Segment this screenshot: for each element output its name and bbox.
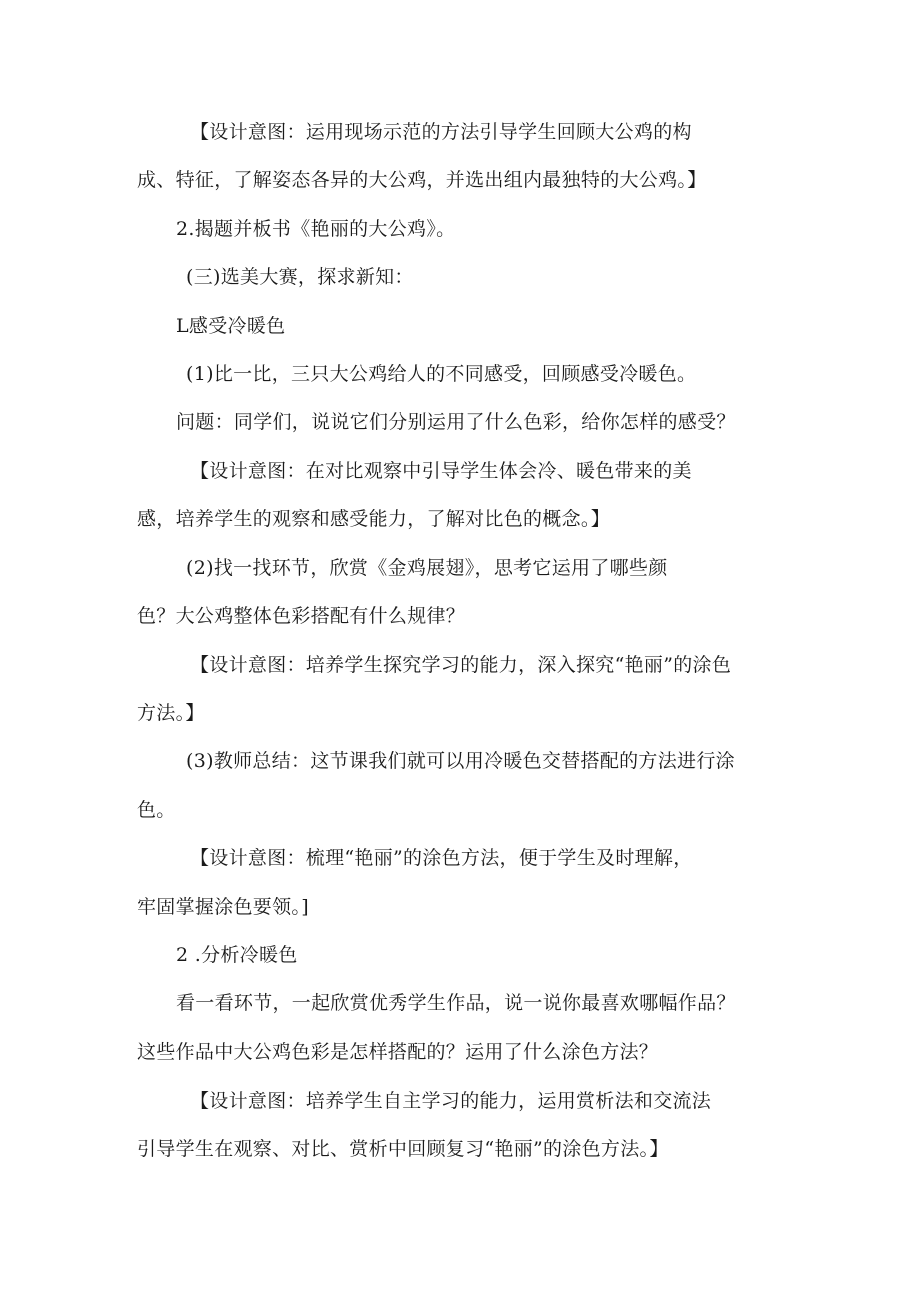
text-line-reveal-title: 2.揭题并板书《艳丽的大公鸡》。 [176, 218, 456, 240]
text-line-question: 问题：同学们，说说它们分别运用了什么色彩，给你怎样的感受？ [176, 411, 736, 433]
text-line-design-intent-4a: 【设计意图：梳理“艳丽”的涂色方法，便于学生及时理解， [190, 847, 693, 869]
text-line-summary: (3)教师总结：这节课我们就可以用冷暖色交替搭配的方法进行涂 [186, 750, 735, 772]
text-line-look-cont: 这些作品中大公鸡色彩是怎样搭配的？运用了什么涂色方法？ [137, 1041, 659, 1063]
text-line-design-intent-3b: 方法。】 [137, 702, 205, 724]
text-line-find: (2)找一找环节，欣赏《金鸡展翅》，思考它运用了哪些颜 [186, 557, 668, 579]
text-line-design-intent-3a: 【设计意图：培养学生探究学习的能力，深入探究“艳丽”的涂色 [190, 654, 732, 676]
text-line-find-cont: 色？大公鸡整体色彩搭配有什么规律？ [137, 605, 466, 627]
text-line-design-intent-1a: 【设计意图：运用现场示范的方法引导学生回顾大公鸡的构 [190, 121, 692, 143]
text-line-design-intent-4b: 牢固掌握涂色要领。] [137, 896, 309, 918]
section-heading-3: (三)选美大赛，探求新知： [186, 266, 414, 288]
text-line-design-intent-2b: 感，培养学生的观察和感受能力，了解对比色的概念。】 [137, 508, 611, 530]
text-line-design-intent-1b: 成、特征，了解姿态各异的大公鸡，并选出组内最独特的大公鸡。】 [137, 169, 707, 191]
text-line-look: 看一看环节，一起欣赏优秀学生作品，说一说你最喜欢哪幅作品？ [176, 992, 736, 1014]
subheading-warm-cool: L感受冷暖色 [176, 315, 286, 337]
text-line-design-intent-5a: 【设计意图：培养学生自主学习的能力，运用赏析法和交流法 [190, 1090, 712, 1112]
text-line-design-intent-2a: 【设计意图：在对比观察中引导学生体会冷、暖色带来的美 [190, 460, 692, 482]
text-line-compare: (1)比一比，三只大公鸡给人的不同感受，回顾感受冷暖色。 [186, 363, 697, 385]
text-line-summary-cont: 色。 [137, 799, 176, 821]
subheading-analyze: 2 .分析冷暖色 [176, 944, 298, 966]
text-line-design-intent-5b: 引导学生在观察、对比、赏析中回顾复习“艳丽”的涂色方法。】 [137, 1138, 669, 1160]
